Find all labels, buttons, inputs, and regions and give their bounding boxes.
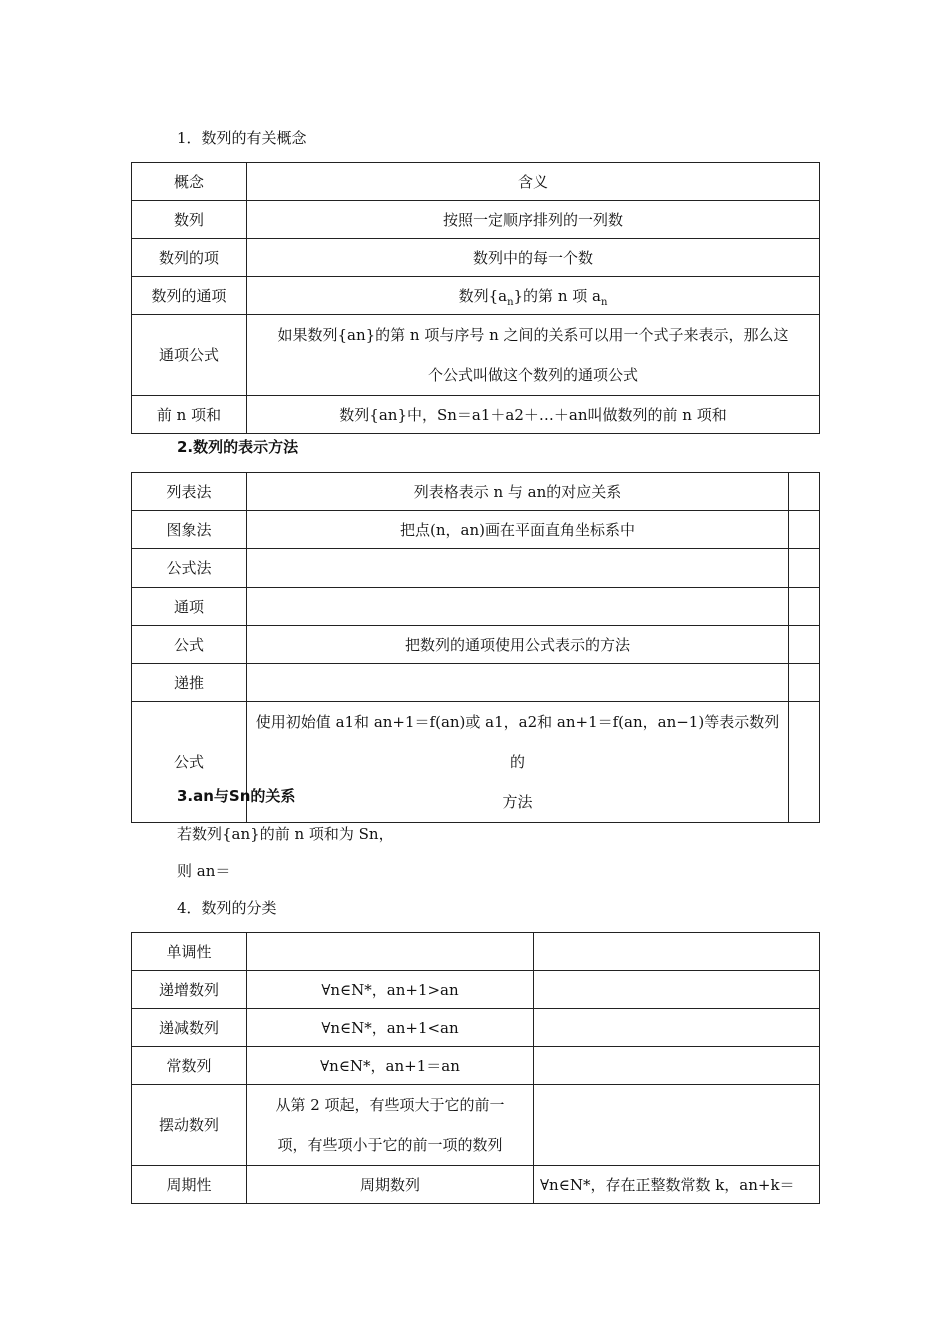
empty-cell: [789, 626, 820, 664]
class-label: 摆动数列: [132, 1085, 247, 1166]
class-definition: 周期数列: [247, 1166, 534, 1204]
table-row: [132, 315, 820, 396]
method-content: 把数列的通项使用公式表示的方法: [247, 626, 789, 664]
table-row: [132, 277, 820, 315]
class-label: 常数列: [132, 1047, 247, 1085]
method-label: 公式: [132, 702, 247, 823]
method-content: [247, 549, 789, 588]
table-row: [132, 664, 820, 702]
table-row: [132, 201, 820, 239]
section-3-heading: 3.an与Sn的关系: [177, 787, 296, 805]
definition-line: 从第 2 项起，有些项大于它的前一: [275, 1096, 505, 1114]
meaning-cell: 数列中的每一个数: [247, 239, 820, 277]
method-label: 通项: [132, 588, 247, 626]
section-1-heading: 1．数列的有关概念: [177, 129, 307, 147]
class-extra: [534, 933, 820, 971]
table-row: [132, 396, 820, 434]
term-cell: 通项公式: [132, 315, 247, 396]
method-content: 列表格表示 n 与 an的对应关系: [247, 473, 789, 511]
method-label: 图象法: [132, 511, 247, 549]
empty-cell: [789, 664, 820, 702]
class-label: 周期性: [132, 1166, 247, 1204]
class-definition: [247, 933, 534, 971]
content-line: 方法: [502, 793, 533, 811]
class-label: 递增数列: [132, 971, 247, 1009]
meaning-cell: 数列{an}中，Sn＝a1＋a2＋…＋an叫做数列的前 n 项和: [247, 396, 820, 434]
table-row: [132, 163, 820, 201]
table-row: [132, 1047, 820, 1085]
meaning-cell: [247, 315, 820, 396]
method-content: [247, 588, 789, 626]
table-row: [132, 239, 820, 277]
classification-table: [131, 932, 820, 1204]
table-row: [132, 1166, 820, 1204]
header-meaning: 含义: [247, 163, 820, 201]
method-label: 列表法: [132, 473, 247, 511]
content-line: 使用初始值 a1和 an+1＝f(an)或 a1，a2和 an+1＝f(an，an−1)等表示数列的: [255, 713, 780, 771]
class-label: 递减数列: [132, 1009, 247, 1047]
empty-cell: [789, 511, 820, 549]
header-concept: 概念: [132, 163, 247, 201]
relation-line-1: 若数列{an}的前 n 项和为 Sn，: [177, 825, 394, 843]
table-row: [132, 626, 820, 664]
empty-cell: [789, 588, 820, 626]
table-row: [132, 1009, 820, 1047]
term-cell: 数列的项: [132, 239, 247, 277]
class-extra: ∀n∈N*，存在正整数常数 k，an+k＝: [534, 1166, 820, 1204]
meaning-cell: 按照一定顺序排列的一列数: [247, 201, 820, 239]
table-row: [132, 933, 820, 971]
table-row: [132, 473, 820, 511]
table-row: [132, 549, 820, 588]
meaning-cell: 数列$\{a_n\}$的第 n 项 $a_n$: [247, 277, 820, 315]
class-definition: [247, 1085, 534, 1166]
class-label: 单调性: [132, 933, 247, 971]
class-definition: ∀n∈N*，an+1＝an: [247, 1047, 534, 1085]
representation-table: [131, 472, 820, 823]
method-label: 公式法: [132, 549, 247, 588]
method-content: [247, 664, 789, 702]
class-definition: ∀n∈N*，an+1<an: [247, 1009, 534, 1047]
table-row: [132, 588, 820, 626]
method-label: 递推: [132, 664, 247, 702]
meaning-line: 个公式叫做这个数列的通项公式: [427, 366, 638, 384]
section-2-heading: 2.数列的表示方法: [177, 438, 299, 456]
method-content: 把点(n，an)画在平面直角坐标系中: [247, 511, 789, 549]
table-row: [132, 971, 820, 1009]
class-definition: ∀n∈N*，an+1>an: [247, 971, 534, 1009]
method-content: [247, 702, 789, 823]
class-extra: [534, 1085, 820, 1166]
empty-cell: [789, 549, 820, 588]
empty-cell: [789, 473, 820, 511]
meaning-line: 如果数列{an}的第 n 项与序号 n 之间的关系可以用一个式子来表示，那么这: [277, 326, 789, 344]
term-cell: 数列: [132, 201, 247, 239]
empty-cell: [789, 702, 820, 823]
term-cell: 前 n 项和: [132, 396, 247, 434]
definition-line: 项，有些项小于它的前一项的数列: [277, 1136, 503, 1154]
term-cell: 数列的通项: [132, 277, 247, 315]
method-label: 公式: [132, 626, 247, 664]
section-4-heading: 4．数列的分类: [177, 899, 277, 917]
table-row: [132, 511, 820, 549]
table-row: [132, 1085, 820, 1166]
class-extra: [534, 1009, 820, 1047]
relation-line-2: 则 an＝: [177, 862, 231, 880]
class-extra: [534, 971, 820, 1009]
concept-table: [131, 162, 820, 434]
class-extra: [534, 1047, 820, 1085]
